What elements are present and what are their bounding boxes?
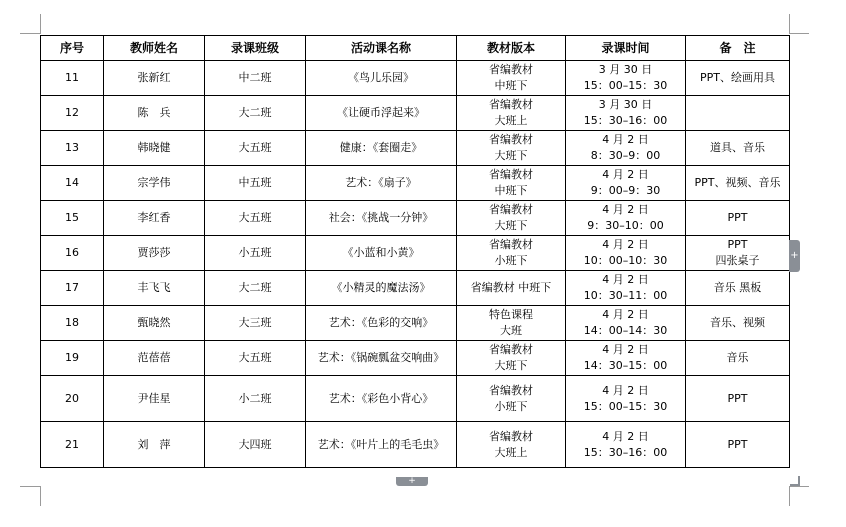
table-row bbox=[41, 166, 790, 201]
cell-no: 16 bbox=[41, 236, 104, 271]
cell-teacher: 尹佳星 bbox=[104, 376, 205, 422]
cell-textbook-line-1: 省编教材 bbox=[489, 133, 533, 146]
cell-textbook bbox=[457, 376, 566, 422]
header-no: 序号 bbox=[41, 36, 104, 61]
header-class: 录课班级 bbox=[205, 36, 306, 61]
cell-time-line-2: 8：30–9：00 bbox=[590, 149, 661, 162]
cell-textbook bbox=[457, 236, 566, 271]
cell-textbook bbox=[457, 306, 566, 341]
cell-time bbox=[566, 236, 686, 271]
cell-textbook-line-2: 大班 bbox=[500, 324, 522, 337]
cell-time bbox=[566, 341, 686, 376]
crop-mark-bottom-left-v bbox=[40, 486, 41, 506]
crop-mark-top-left-h bbox=[20, 33, 40, 34]
cell-teacher: 宗学伟 bbox=[104, 166, 205, 201]
cell-no: 13 bbox=[41, 131, 104, 166]
cell-note-line-1: PPT bbox=[727, 238, 748, 251]
table-row bbox=[41, 376, 790, 422]
cell-textbook bbox=[457, 166, 566, 201]
cell-note bbox=[686, 236, 790, 271]
cell-time bbox=[566, 422, 686, 468]
table-row bbox=[41, 96, 790, 131]
cell-textbook bbox=[457, 341, 566, 376]
side-expand-tab[interactable]: + bbox=[789, 240, 800, 272]
cell-textbook bbox=[457, 96, 566, 131]
cell-no: 19 bbox=[41, 341, 104, 376]
cell-textbook-line-2: 大班上 bbox=[494, 445, 528, 459]
cell-class: 小二班 bbox=[205, 376, 306, 422]
cell-note bbox=[686, 131, 790, 166]
cell-class: 中二班 bbox=[205, 61, 306, 96]
cell-note-line-1: 音乐 bbox=[726, 351, 749, 364]
cell-time-line-1: 4 月 2 日 bbox=[602, 168, 649, 181]
cell-teacher: 范蓓蓓 bbox=[104, 341, 205, 376]
cell-class: 大四班 bbox=[205, 422, 306, 468]
cell-course: 《让硬币浮起来》 bbox=[306, 96, 457, 131]
cell-no: 11 bbox=[41, 61, 104, 96]
table-resize-handle[interactable] bbox=[790, 476, 800, 486]
table-row bbox=[41, 131, 790, 166]
cell-course: 艺术：《叶片上的毛毛虫》 bbox=[306, 422, 457, 468]
cell-textbook-line-1: 省编教材 bbox=[489, 168, 533, 181]
cell-time-line-2: 10：00–10：30 bbox=[583, 254, 668, 267]
cell-time-line-2: 9：00–9：30 bbox=[590, 184, 661, 197]
table-row bbox=[41, 422, 790, 468]
cell-textbook-line-2: 大班下 bbox=[494, 149, 528, 162]
cell-textbook bbox=[457, 201, 566, 236]
cell-time-line-2: 14：30–15：00 bbox=[583, 359, 668, 372]
cell-note bbox=[686, 271, 790, 306]
cell-note-line-1: PPT bbox=[727, 391, 748, 405]
cell-time bbox=[566, 271, 686, 306]
cell-time-line-1: 4 月 2 日 bbox=[602, 133, 649, 146]
cell-course: 《小蓝和小黄》 bbox=[306, 236, 457, 271]
cell-time-line-1: 4 月 2 日 bbox=[602, 343, 649, 356]
table-row bbox=[41, 201, 790, 236]
cell-textbook bbox=[457, 422, 566, 468]
cell-note bbox=[686, 422, 790, 468]
cell-no: 12 bbox=[41, 96, 104, 131]
cell-no: 15 bbox=[41, 201, 104, 236]
cell-time-line-2: 10：30–11：00 bbox=[583, 289, 668, 302]
cell-course: 艺术：《锅碗瓢盆交响曲》 bbox=[306, 341, 457, 376]
cell-time-line-2: 14：00–14：30 bbox=[583, 324, 668, 337]
cell-textbook bbox=[457, 271, 566, 306]
cell-no: 18 bbox=[41, 306, 104, 341]
cell-class: 小五班 bbox=[205, 236, 306, 271]
table-row bbox=[41, 271, 790, 306]
cell-time bbox=[566, 376, 686, 422]
cell-note-line-1: PPT、绘画用具 bbox=[700, 71, 775, 84]
header-textbook: 教材版本 bbox=[457, 36, 566, 61]
cell-textbook-line-2: 大班下 bbox=[494, 359, 528, 372]
cell-course: 社会：《挑战一分钟》 bbox=[306, 201, 457, 236]
cell-textbook-line-1: 省编教材 bbox=[489, 203, 533, 216]
cell-time bbox=[566, 96, 686, 131]
crop-mark-top-right-h bbox=[789, 33, 809, 34]
cell-note-line-1: PPT、视频、音乐 bbox=[694, 176, 781, 189]
cell-course: 艺术：《扇子》 bbox=[306, 166, 457, 201]
cell-textbook-line-2: 大班上 bbox=[494, 114, 528, 127]
cell-time bbox=[566, 166, 686, 201]
cell-time-line-1: 4 月 2 日 bbox=[602, 203, 649, 216]
cell-course: 艺术：《色彩的交响》 bbox=[306, 306, 457, 341]
cell-note-line-2: 四张桌子 bbox=[715, 254, 760, 267]
cell-no: 20 bbox=[41, 376, 104, 422]
cell-time-line-1: 3 月 30 日 bbox=[598, 63, 653, 76]
header-course: 活动课名称 bbox=[306, 36, 457, 61]
cell-time-line-1: 4 月 2 日 bbox=[602, 383, 649, 397]
cell-class: 大五班 bbox=[205, 341, 306, 376]
cell-note-line-1: PPT bbox=[727, 437, 748, 451]
cell-note bbox=[686, 376, 790, 422]
cell-time bbox=[566, 201, 686, 236]
cell-time-line-1: 4 月 2 日 bbox=[602, 308, 649, 321]
cell-textbook-line-1: 省编教材 bbox=[489, 383, 533, 397]
cell-textbook-line-1: 省编教材 bbox=[489, 238, 533, 251]
cell-class: 大三班 bbox=[205, 306, 306, 341]
cell-textbook-line-1: 省编教材 bbox=[489, 98, 533, 111]
cell-teacher: 甄晓然 bbox=[104, 306, 205, 341]
header-note: 备 注 bbox=[686, 36, 790, 61]
cell-note bbox=[686, 96, 790, 131]
cell-note bbox=[686, 201, 790, 236]
cell-no: 21 bbox=[41, 422, 104, 468]
cell-note bbox=[686, 341, 790, 376]
cell-note bbox=[686, 166, 790, 201]
cell-note-line-1: PPT bbox=[727, 211, 748, 224]
cell-teacher: 陈 兵 bbox=[104, 96, 205, 131]
cell-note bbox=[686, 61, 790, 96]
recording-schedule-table bbox=[40, 35, 790, 468]
cell-class: 大五班 bbox=[205, 201, 306, 236]
cell-teacher: 李红香 bbox=[104, 201, 205, 236]
cell-no: 17 bbox=[41, 271, 104, 306]
header-teacher: 教师姓名 bbox=[104, 36, 205, 61]
cell-course: 艺术：《彩色小背心》 bbox=[306, 376, 457, 422]
cell-textbook-line-1: 省编教材 bbox=[489, 63, 533, 76]
table-row bbox=[41, 61, 790, 96]
cell-textbook-line-1: 省编教材 bbox=[489, 343, 533, 356]
cell-teacher: 张新红 bbox=[104, 61, 205, 96]
cell-time-line-2: 15：30–16：00 bbox=[583, 445, 668, 459]
cell-textbook-line-1: 省编教材 中班下 bbox=[470, 281, 552, 294]
cell-course: 健康：《套圈走》 bbox=[306, 131, 457, 166]
crop-mark-top-right-v bbox=[789, 14, 790, 34]
cell-time-line-2: 9：30–10：00 bbox=[587, 219, 664, 232]
cell-note-line-1: 音乐 黑板 bbox=[713, 281, 762, 294]
cell-time bbox=[566, 61, 686, 96]
cell-time-line-2: 15：30–16：00 bbox=[583, 114, 668, 127]
cell-time-line-2: 15：00–15：30 bbox=[583, 79, 668, 92]
cell-time-line-1: 4 月 2 日 bbox=[602, 273, 649, 286]
crop-mark-bottom-right-h bbox=[789, 486, 809, 487]
cell-textbook-line-1: 省编教材 bbox=[489, 429, 533, 443]
cell-textbook bbox=[457, 61, 566, 96]
cell-time-line-1: 3 月 30 日 bbox=[598, 98, 653, 111]
crop-mark-top-left-v bbox=[40, 14, 41, 34]
header-time: 录课时间 bbox=[566, 36, 686, 61]
cell-textbook-line-1: 特色课程 bbox=[489, 308, 533, 321]
table-header-row bbox=[41, 36, 790, 61]
cell-note-line-1: 音乐、视频 bbox=[710, 316, 765, 329]
cell-class: 大二班 bbox=[205, 96, 306, 131]
cell-course: 《鸟儿乐园》 bbox=[306, 61, 457, 96]
table-row bbox=[41, 236, 790, 271]
cell-class: 大二班 bbox=[205, 271, 306, 306]
table-row bbox=[41, 306, 790, 341]
table-row bbox=[41, 341, 790, 376]
bottom-expand-tab[interactable]: + bbox=[396, 477, 428, 486]
cell-course: 《小精灵的魔法汤》 bbox=[306, 271, 457, 306]
cell-no: 14 bbox=[41, 166, 104, 201]
cell-textbook bbox=[457, 131, 566, 166]
cell-textbook-line-2: 大班下 bbox=[494, 219, 528, 232]
cell-textbook-line-2: 中班下 bbox=[494, 184, 528, 197]
cell-textbook-line-2: 中班下 bbox=[494, 79, 528, 92]
cell-time bbox=[566, 306, 686, 341]
cell-textbook-line-2: 小班下 bbox=[494, 254, 528, 267]
cell-time-line-2: 15：00–15：30 bbox=[583, 399, 668, 413]
cell-textbook-line-2: 小班下 bbox=[494, 399, 528, 413]
cell-time bbox=[566, 131, 686, 166]
cell-class: 大五班 bbox=[205, 131, 306, 166]
crop-mark-bottom-right-v bbox=[789, 486, 790, 506]
cell-teacher: 贾莎莎 bbox=[104, 236, 205, 271]
cell-note bbox=[686, 306, 790, 341]
cell-teacher: 韩晓健 bbox=[104, 131, 205, 166]
cell-time-line-1: 4 月 2 日 bbox=[602, 238, 649, 251]
cell-teacher: 丰飞飞 bbox=[104, 271, 205, 306]
cell-time-line-1: 4 月 2 日 bbox=[602, 429, 649, 443]
cell-note-line-1: 道具、音乐 bbox=[710, 141, 765, 154]
cell-teacher: 刘 萍 bbox=[104, 422, 205, 468]
cell-class: 中五班 bbox=[205, 166, 306, 201]
crop-mark-bottom-left-h bbox=[20, 486, 40, 487]
